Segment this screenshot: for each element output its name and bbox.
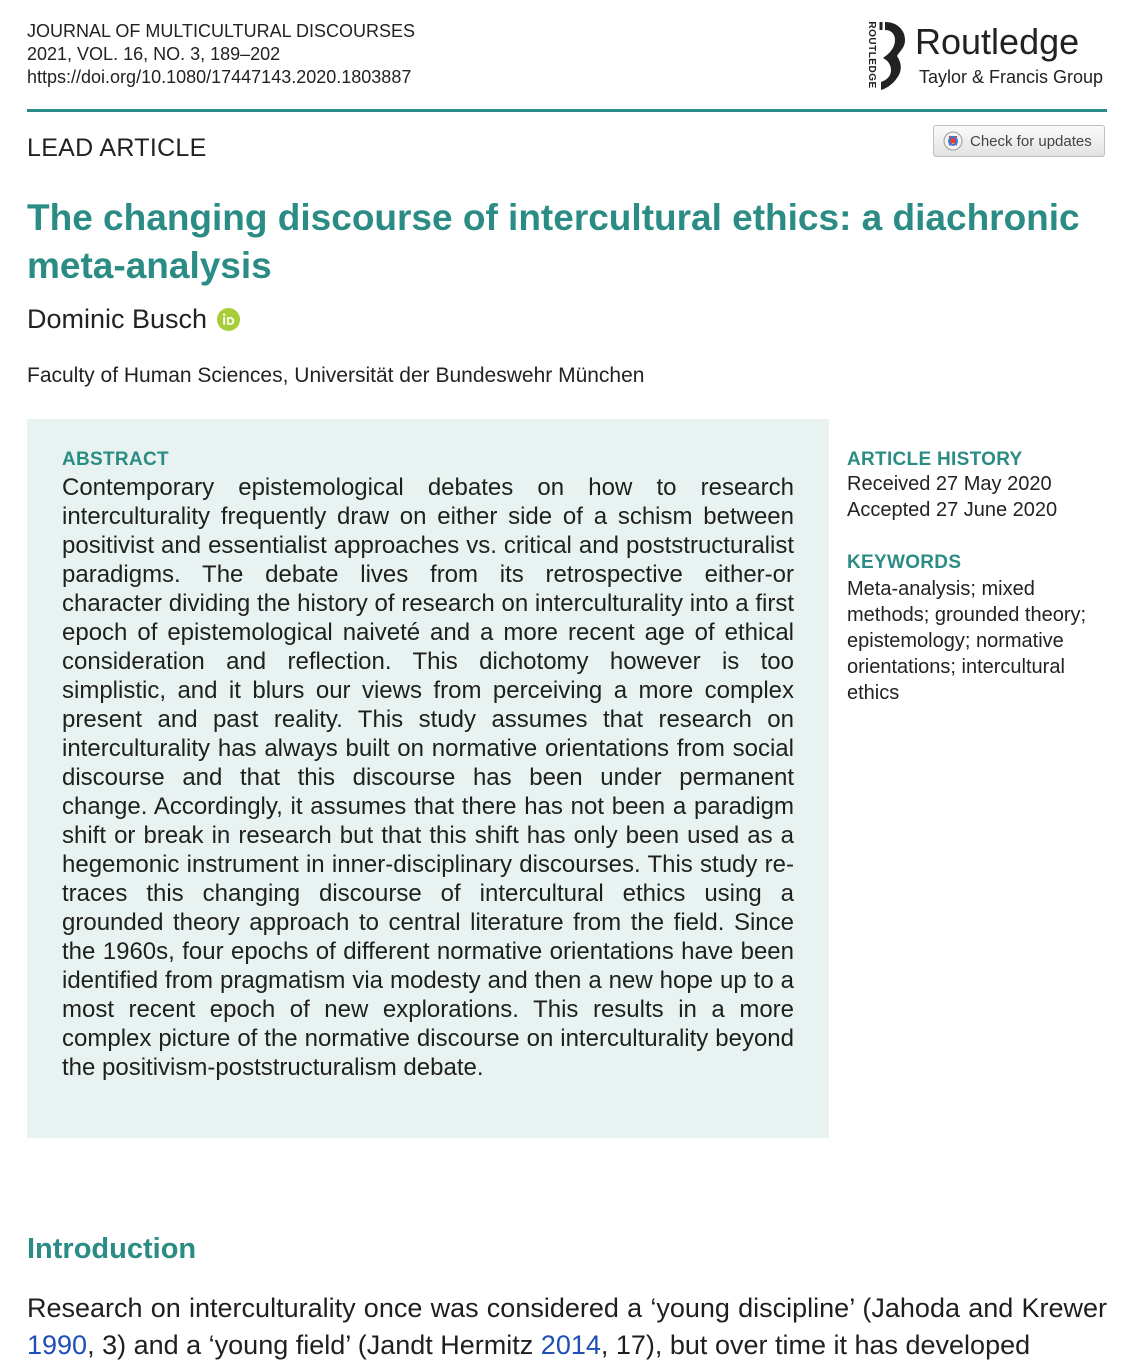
publisher-vertical-label: ROUTLEDGE — [866, 21, 877, 89]
author-line — [27, 304, 240, 335]
intro-text-end: , 17), but over time it has developed — [600, 1330, 1031, 1360]
article-history-heading: ARTICLE HISTORY — [847, 449, 1023, 470]
abstract-box — [27, 419, 829, 1138]
doi-link[interactable]: https://doi.org/10.1080/17447143.2020.1803887 — [27, 67, 412, 87]
crossmark-icon — [943, 131, 963, 151]
abstract-text: Contemporary epistemological debates on how to research interculturality frequently draw on either side of a schism between positivist and essentialist approaches vs. critical and poststructuralist paradigms. The debate lives from its retrospective either-or character dividing the history of research on interculturality into a first epoch of epistemological naiveté and a more recent age of ethical consideration and reflection. This dichotomy however is too simplistic, and it blurs our views from perceiving a more complex present and past reality. This study assumes that research on interculturality has always built on normative orientations from social discourse and that this discourse has been under permanent change. Accordingly, it assumes that there has not been a paradigm shift or break in research but that this shift has only been used as a hegemonic instrument in inner-disciplinary discourses. This study re-traces this changing discourse of intercultural ethics using a grounded theory approach to central literature from the field. Since the 1960s, four epochs of different normative orientations have been identified from pragmatism via modesty and then a new hope up to a most recent epoch of new explorations. This results in a more complex picture of the normative discourse on interculturality beyond the positivism-poststructuralism debate. — [62, 474, 794, 1081]
publisher-logo — [857, 18, 1117, 96]
citation-link-1990[interactable]: 1990 — [27, 1330, 88, 1360]
accepted-date: Accepted 27 June 2020 — [847, 499, 1058, 521]
check-for-updates-label: Check for updates — [970, 132, 1092, 150]
journal-citation: 2021, VOL. 16, NO. 3, 189–202 — [27, 44, 281, 64]
introduction-heading: Introduction — [27, 1233, 197, 1265]
header-rule — [27, 109, 1107, 112]
routledge-profile-icon — [857, 18, 909, 94]
intro-text-start: Research on interculturality once was considered a ‘young discipline’ (Jahoda and Krewer — [27, 1293, 1107, 1323]
check-for-updates-button[interactable] — [933, 125, 1105, 157]
article-title: The changing discourse of intercultural ethics: a diachronic meta-analysis — [27, 197, 1080, 286]
journal-name: JOURNAL OF MULTICULTURAL DISCOURSES — [27, 21, 416, 41]
publisher-group: Taylor & Francis Group — [919, 67, 1104, 87]
keywords-section — [847, 552, 1117, 706]
author-name[interactable]: Dominic Busch — [27, 304, 208, 334]
citation-link-2014[interactable]: 2014 — [540, 1330, 601, 1360]
author-affiliation: Faculty of Human Sciences, Universität der Bundeswehr München — [27, 364, 645, 387]
publisher-name: Routledge — [915, 21, 1080, 62]
keywords-heading: KEYWORDS — [847, 552, 962, 573]
keywords-list: Meta-analysis; mixed methods; grounded theory; epistemology; normative orientations; intercultural ethics — [847, 578, 1087, 704]
article-history — [847, 449, 1057, 523]
article-type: LEAD ARTICLE — [27, 134, 207, 162]
intro-text-mid: , 3) and a ‘young field’ (Jandt Hermitz — [87, 1330, 541, 1360]
abstract-heading: ABSTRACT — [62, 449, 169, 470]
received-date: Received 27 May 2020 — [847, 473, 1052, 495]
orcid-icon[interactable] — [217, 308, 240, 331]
journal-metadata — [27, 20, 415, 89]
introduction-paragraph — [27, 1290, 1107, 1364]
